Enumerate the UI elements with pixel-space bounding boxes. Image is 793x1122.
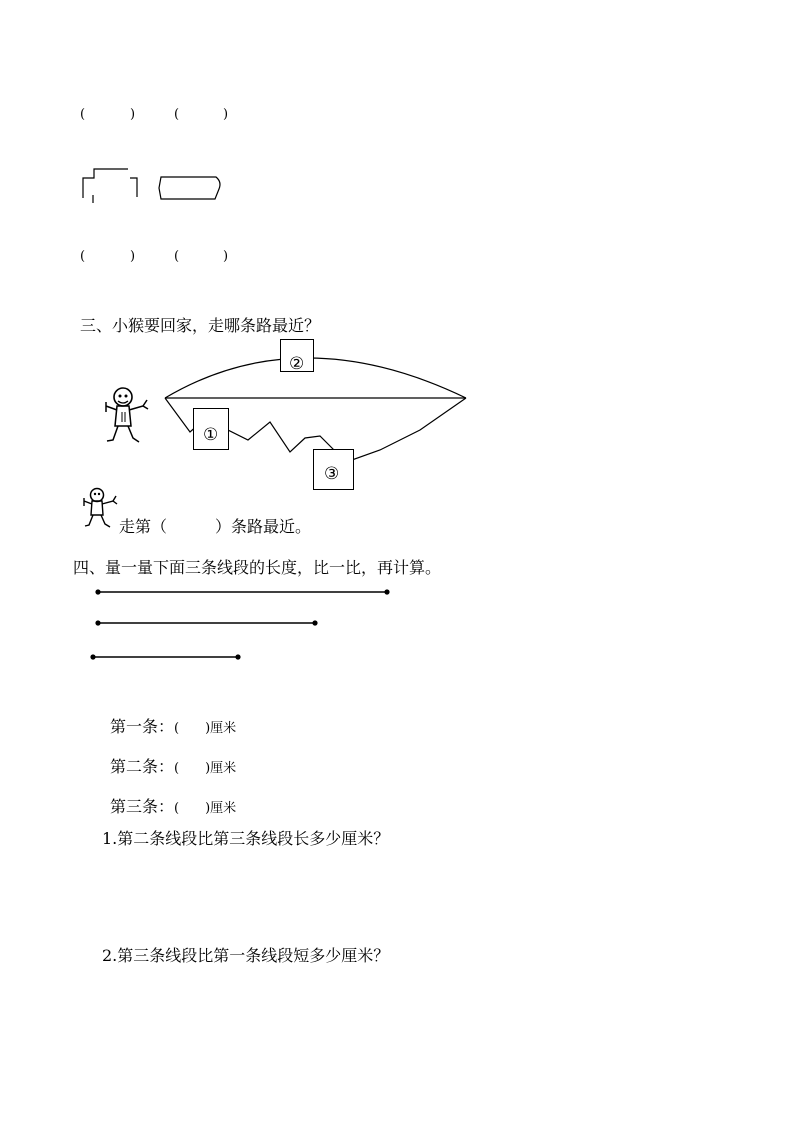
measure-label: 第一条： bbox=[110, 717, 175, 736]
section4-title: 四、量一量下面三条线段的长度，比一比，再计算。 bbox=[73, 558, 442, 577]
segment-2 bbox=[95, 620, 317, 625]
measure-blank: ( )厘米 bbox=[174, 721, 237, 736]
question-1: 1.第二条线段比第三条线段长多少厘米？ bbox=[102, 829, 390, 848]
measure-row-1 bbox=[110, 714, 236, 737]
paren-open: ( bbox=[174, 107, 180, 122]
paren-close: ) bbox=[223, 107, 229, 122]
segment-1 bbox=[95, 589, 389, 594]
path-label-3: ③ bbox=[324, 464, 340, 484]
measure-blank: ( )厘米 bbox=[174, 761, 237, 776]
path-label-2: ② bbox=[289, 354, 305, 372]
path-label-1: ① bbox=[203, 425, 219, 445]
measure-label: 第二条： bbox=[110, 757, 175, 776]
paren-close: ) bbox=[130, 249, 136, 264]
paren-open: ( bbox=[80, 107, 86, 122]
segment-3 bbox=[90, 654, 240, 659]
paren-open: ( bbox=[174, 249, 180, 264]
question-2: 2.第三条线段比第一条线段短多少厘米？ bbox=[102, 946, 390, 965]
measure-row-3 bbox=[110, 794, 236, 817]
paren-close: ) bbox=[223, 249, 229, 264]
section3-answer: 走第（ ）条路最近。 bbox=[119, 517, 312, 536]
section3-title: 三、小猴要回家，走哪条路最近？ bbox=[80, 316, 321, 335]
paren-close: ) bbox=[130, 107, 136, 122]
measure-row-2 bbox=[110, 754, 236, 777]
paren-open: ( bbox=[80, 249, 86, 264]
measure-label: 第三条： bbox=[110, 797, 175, 816]
measure-blank: ( )厘米 bbox=[174, 801, 237, 816]
